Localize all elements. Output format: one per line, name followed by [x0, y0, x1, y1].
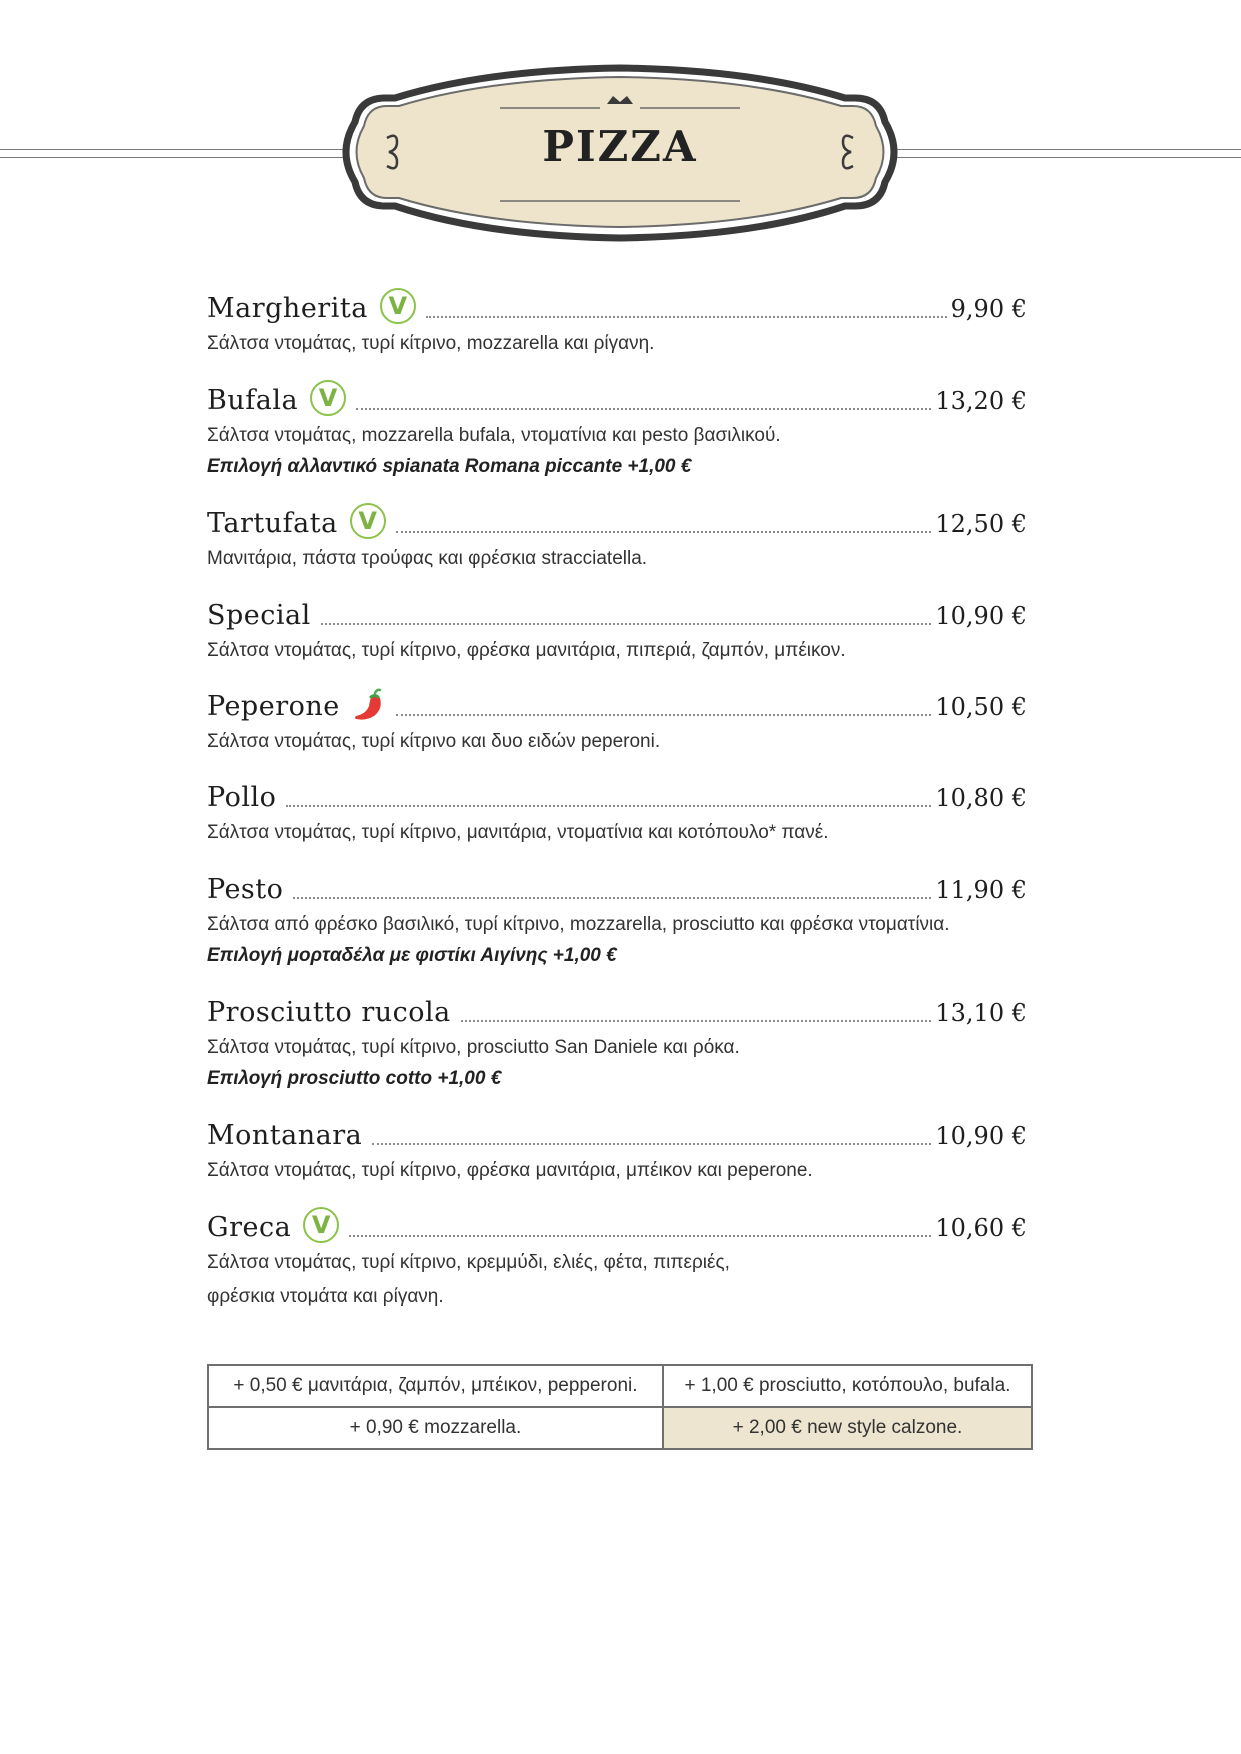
table-row — [208, 1407, 1032, 1449]
item-price: 10,50 € — [935, 693, 1027, 721]
vegetarian-icon: V — [310, 380, 346, 416]
dot-leader — [426, 316, 947, 318]
item-option: Επιλογή prosciutto cotto +1,00 € — [207, 1068, 502, 1089]
item-name: Montanara — [207, 1120, 363, 1151]
item-description: Σάλτσα ντομάτας, τυρί κίτρινο, φρέσκα μανιτάρια, μπέικον και peperone. — [207, 1160, 813, 1181]
item-name: Peperone — [207, 691, 340, 722]
dot-leader — [396, 531, 932, 533]
menu-item-pesto — [207, 861, 1027, 984]
vegetarian-icon: V — [350, 503, 386, 539]
menu-item-special — [207, 587, 1027, 678]
dot-leader — [286, 805, 931, 807]
item-description: Σάλτσα ντομάτας, τυρί κίτρινο, prosciutto San Daniele και ρόκα. — [207, 1037, 740, 1058]
header-banner — [335, 62, 905, 242]
menu-item-pollo — [207, 769, 1027, 861]
menu-item-tartufata — [207, 495, 1027, 587]
item-name: Pollo — [207, 782, 277, 813]
dot-leader — [293, 897, 931, 899]
item-price: 12,50 € — [935, 510, 1027, 538]
item-description: Σάλτσα ντομάτας, τυρί κίτρινο, κρεμμύδι, ελιές, φέτα, πιπεριές, — [207, 1252, 730, 1273]
menu-item-greca — [207, 1199, 1027, 1309]
item-price: 10,90 € — [935, 602, 1027, 630]
menu-item-bufala — [207, 372, 1027, 495]
menu-item-margherita — [207, 280, 1027, 372]
item-name: Margherita — [207, 293, 368, 324]
table-row — [208, 1365, 1032, 1407]
dot-leader — [461, 1020, 932, 1022]
vegetarian-icon: V — [380, 288, 416, 324]
item-price: 10,80 € — [935, 784, 1027, 812]
item-description: Σάλτσα ντομάτας, τυρί κίτρινο, μανιτάρια, ντοματίνια και κοτόπουλο* πανέ. — [207, 822, 829, 843]
item-price: 10,90 € — [935, 1122, 1027, 1150]
item-description: Σάλτσα ντομάτας, mozzarella bufala, ντοματίνια και pesto βασιλικού. — [207, 425, 781, 446]
item-description-continued: φρέσκια ντομάτα και ρίγανη. — [207, 1286, 444, 1307]
chili-pepper-icon — [350, 687, 386, 723]
item-description: Σάλτσα από φρέσκο βασιλικό, τυρί κίτρινο, mozzarella, prosciutto και φρέσκα ντοματίνια. — [207, 914, 950, 935]
page-title: PIZZA — [542, 122, 698, 171]
item-price: 10,60 € — [935, 1214, 1027, 1242]
extras-table — [207, 1364, 1033, 1450]
item-description: Σάλτσα ντομάτας, τυρί κίτρινο, φρέσκα μανιτάρια, πιπεριά, ζαμπόν, μπέικον. — [207, 640, 846, 661]
menu-item-prosciutto-rucola — [207, 984, 1027, 1107]
vegetarian-icon: V — [303, 1207, 339, 1243]
item-price: 11,90 € — [935, 876, 1027, 904]
extras-cell-highlight: + 2,00 € new style calzone. — [663, 1407, 1032, 1449]
extras-cell: + 0,50 € μανιτάρια, ζαμπόν, μπέικον, pepperoni. — [208, 1365, 663, 1407]
dot-leader — [396, 714, 932, 716]
item-name: Bufala — [207, 385, 299, 416]
item-name: Greca — [207, 1212, 292, 1243]
extras-cell: + 0,90 € mozzarella. — [208, 1407, 663, 1449]
item-price: 9,90 € — [950, 295, 1027, 323]
menu-item-montanara — [207, 1107, 1027, 1199]
item-price: 13,10 € — [935, 999, 1027, 1027]
dot-leader — [356, 408, 931, 410]
item-name: Pesto — [207, 874, 284, 905]
pizza-menu-list — [207, 280, 1027, 1309]
dot-leader — [372, 1143, 931, 1145]
extras-cell: + 1,00 € prosciutto, κοτόπουλο, bufala. — [663, 1365, 1032, 1407]
item-option: Επιλογή αλλαντικό spianata Romana piccante +1,00 € — [207, 456, 692, 477]
item-description: Σάλτσα ντομάτας, τυρί κίτρινο και δυο ειδών peperoni. — [207, 731, 661, 752]
item-description: Μανιτάρια, πάστα τρούφας και φρέσκια stracciatella. — [207, 548, 648, 569]
menu-item-peperone — [207, 678, 1027, 769]
item-name: Special — [207, 600, 311, 631]
item-description: Σάλτσα ντομάτας, τυρί κίτρινο, mozzarella και ρίγανη. — [207, 333, 655, 354]
item-option: Επιλογή μορταδέλα με φιστίκι Αιγίνης +1,00 € — [207, 945, 617, 966]
dot-leader — [349, 1235, 931, 1237]
dot-leader — [321, 623, 932, 625]
item-name: Tartufata — [207, 508, 338, 539]
item-name: Prosciutto rucola — [207, 997, 451, 1028]
item-price: 13,20 € — [935, 387, 1027, 415]
